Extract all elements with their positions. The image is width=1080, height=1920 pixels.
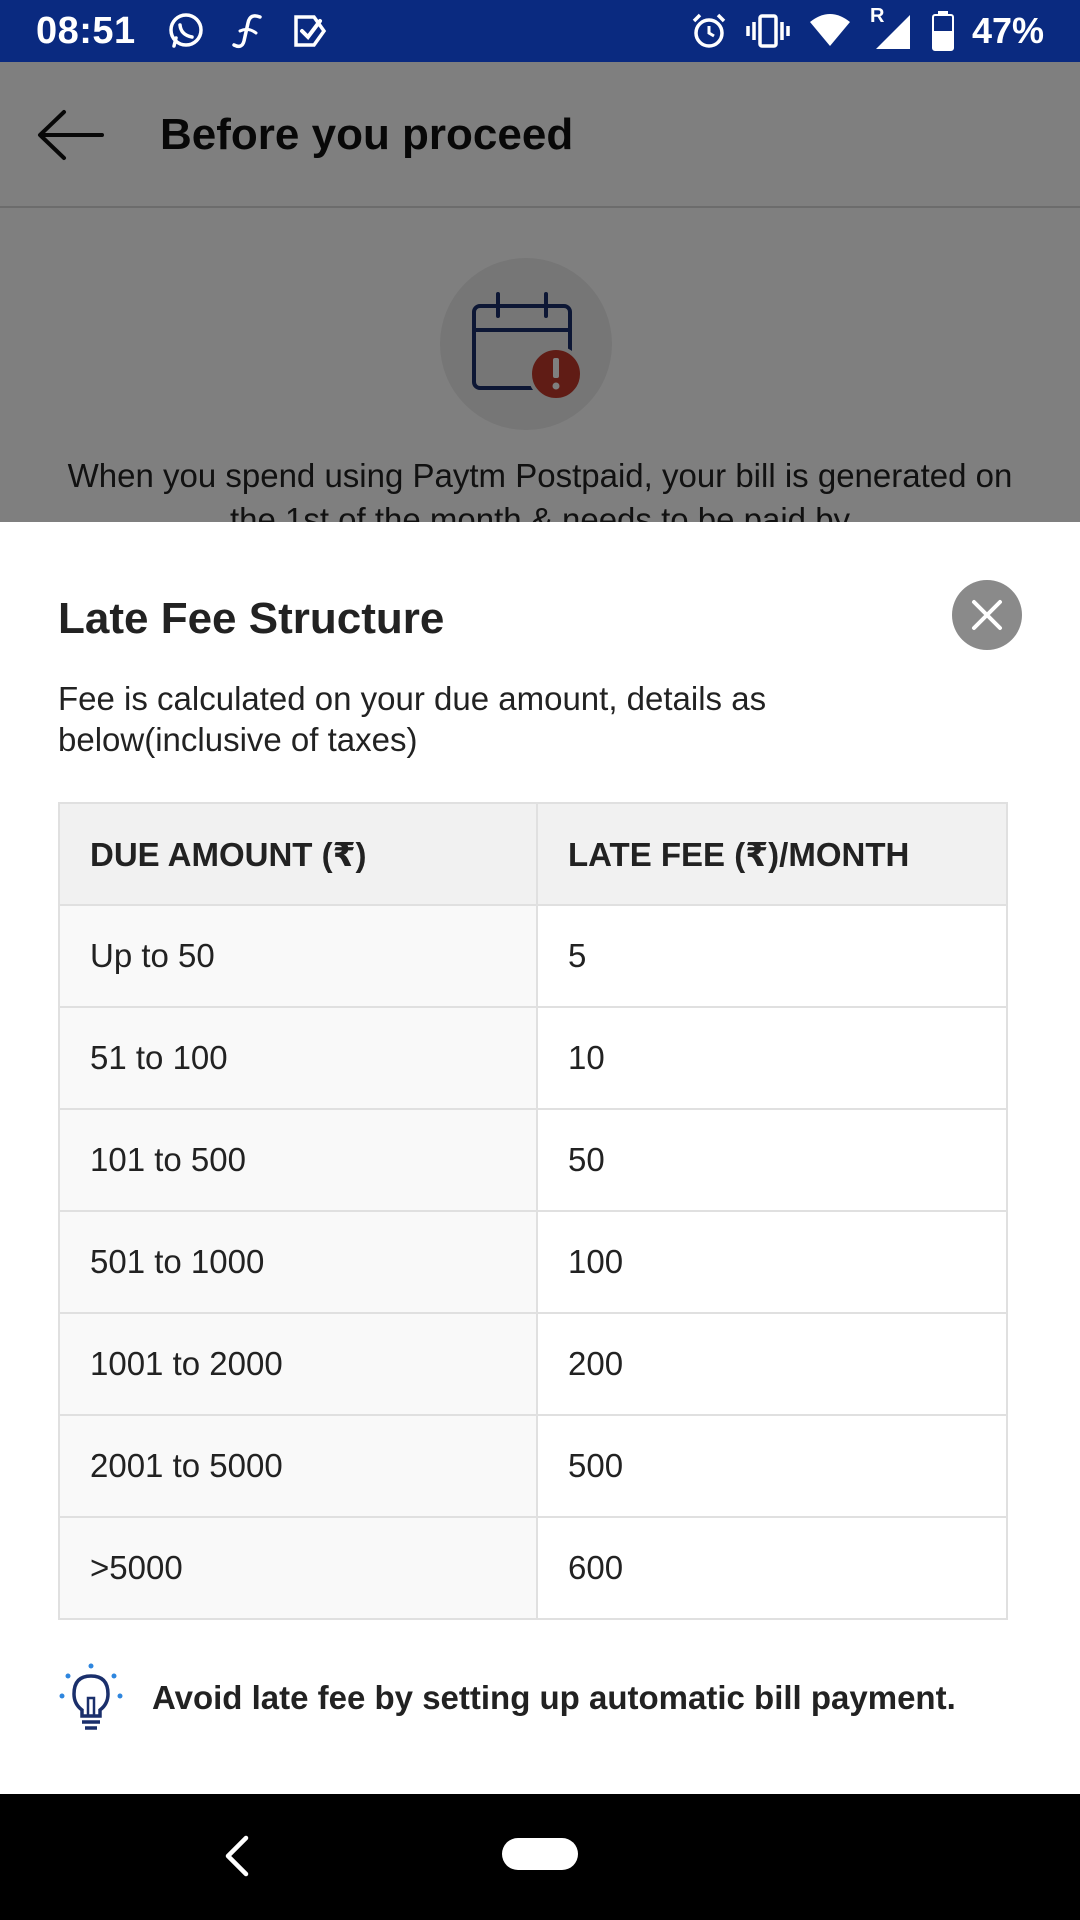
signal-icon: [869, 5, 914, 51]
roaming-indicator: R: [869, 5, 885, 27]
due-amount-cell: 1001 to 2000: [59, 1313, 537, 1415]
tasks-icon: [290, 11, 330, 51]
status-time: 08:51: [36, 9, 136, 52]
sheet-description: Fee is calculated on your due amount, details as below(inclusive of taxes): [58, 680, 767, 758]
table-row: [59, 1211, 1007, 1313]
nav-home-button[interactable]: [502, 1838, 578, 1870]
table-row: [59, 1313, 1007, 1415]
late-fee-cell: 5: [537, 905, 1007, 1007]
late-fee-cell: 500: [537, 1415, 1007, 1517]
table-row: [59, 1517, 1007, 1619]
battery-percent: 47%: [971, 10, 1044, 51]
status-system-icons: [690, 5, 1044, 52]
close-icon: [970, 598, 1004, 632]
late-fee-cell: 200: [537, 1313, 1007, 1415]
close-button[interactable]: [952, 580, 1022, 650]
due-amount-cell: 2001 to 5000: [59, 1415, 537, 1517]
table-header-row: [59, 803, 1007, 905]
status-bar: [0, 0, 1080, 62]
whatsapp-icon: [166, 11, 206, 51]
swiftkey-icon: [228, 11, 268, 51]
header-late-fee: LATE FEE (₹)/MONTH: [537, 803, 1007, 905]
due-amount-cell: 501 to 1000: [59, 1211, 537, 1313]
late-fee-table: [58, 802, 1008, 1620]
tip-row: [58, 1662, 1018, 1734]
alarm-icon: [690, 12, 728, 50]
lightbulb-icon: [58, 1662, 124, 1734]
table-row: [59, 905, 1007, 1007]
late-fee-sheet: [0, 522, 1080, 1794]
tip-text: Avoid late fee by setting up automatic bill payment.: [152, 1679, 956, 1716]
late-fee-cell: 10: [537, 1007, 1007, 1109]
header-due-amount: DUE AMOUNT (₹): [59, 803, 537, 905]
table-row: [59, 1415, 1007, 1517]
late-fee-cell: 600: [537, 1517, 1007, 1619]
vibrate-icon: [746, 12, 790, 50]
dim-overlay[interactable]: [0, 62, 1080, 522]
sheet-title: Late Fee Structure: [58, 594, 445, 643]
nav-back-icon[interactable]: [218, 1828, 254, 1884]
table-row: [59, 1109, 1007, 1211]
navigation-bar: [0, 1794, 1080, 1920]
due-amount-cell: 101 to 500: [59, 1109, 537, 1211]
due-amount-cell: Up to 50: [59, 905, 537, 1007]
due-amount-cell: 51 to 100: [59, 1007, 537, 1109]
late-fee-cell: 50: [537, 1109, 1007, 1211]
due-amount-cell: >5000: [59, 1517, 537, 1619]
wifi-icon: [808, 12, 852, 50]
status-notification-icons: [166, 11, 330, 51]
late-fee-cell: 100: [537, 1211, 1007, 1313]
table-row: [59, 1007, 1007, 1109]
battery-icon: [932, 11, 954, 51]
